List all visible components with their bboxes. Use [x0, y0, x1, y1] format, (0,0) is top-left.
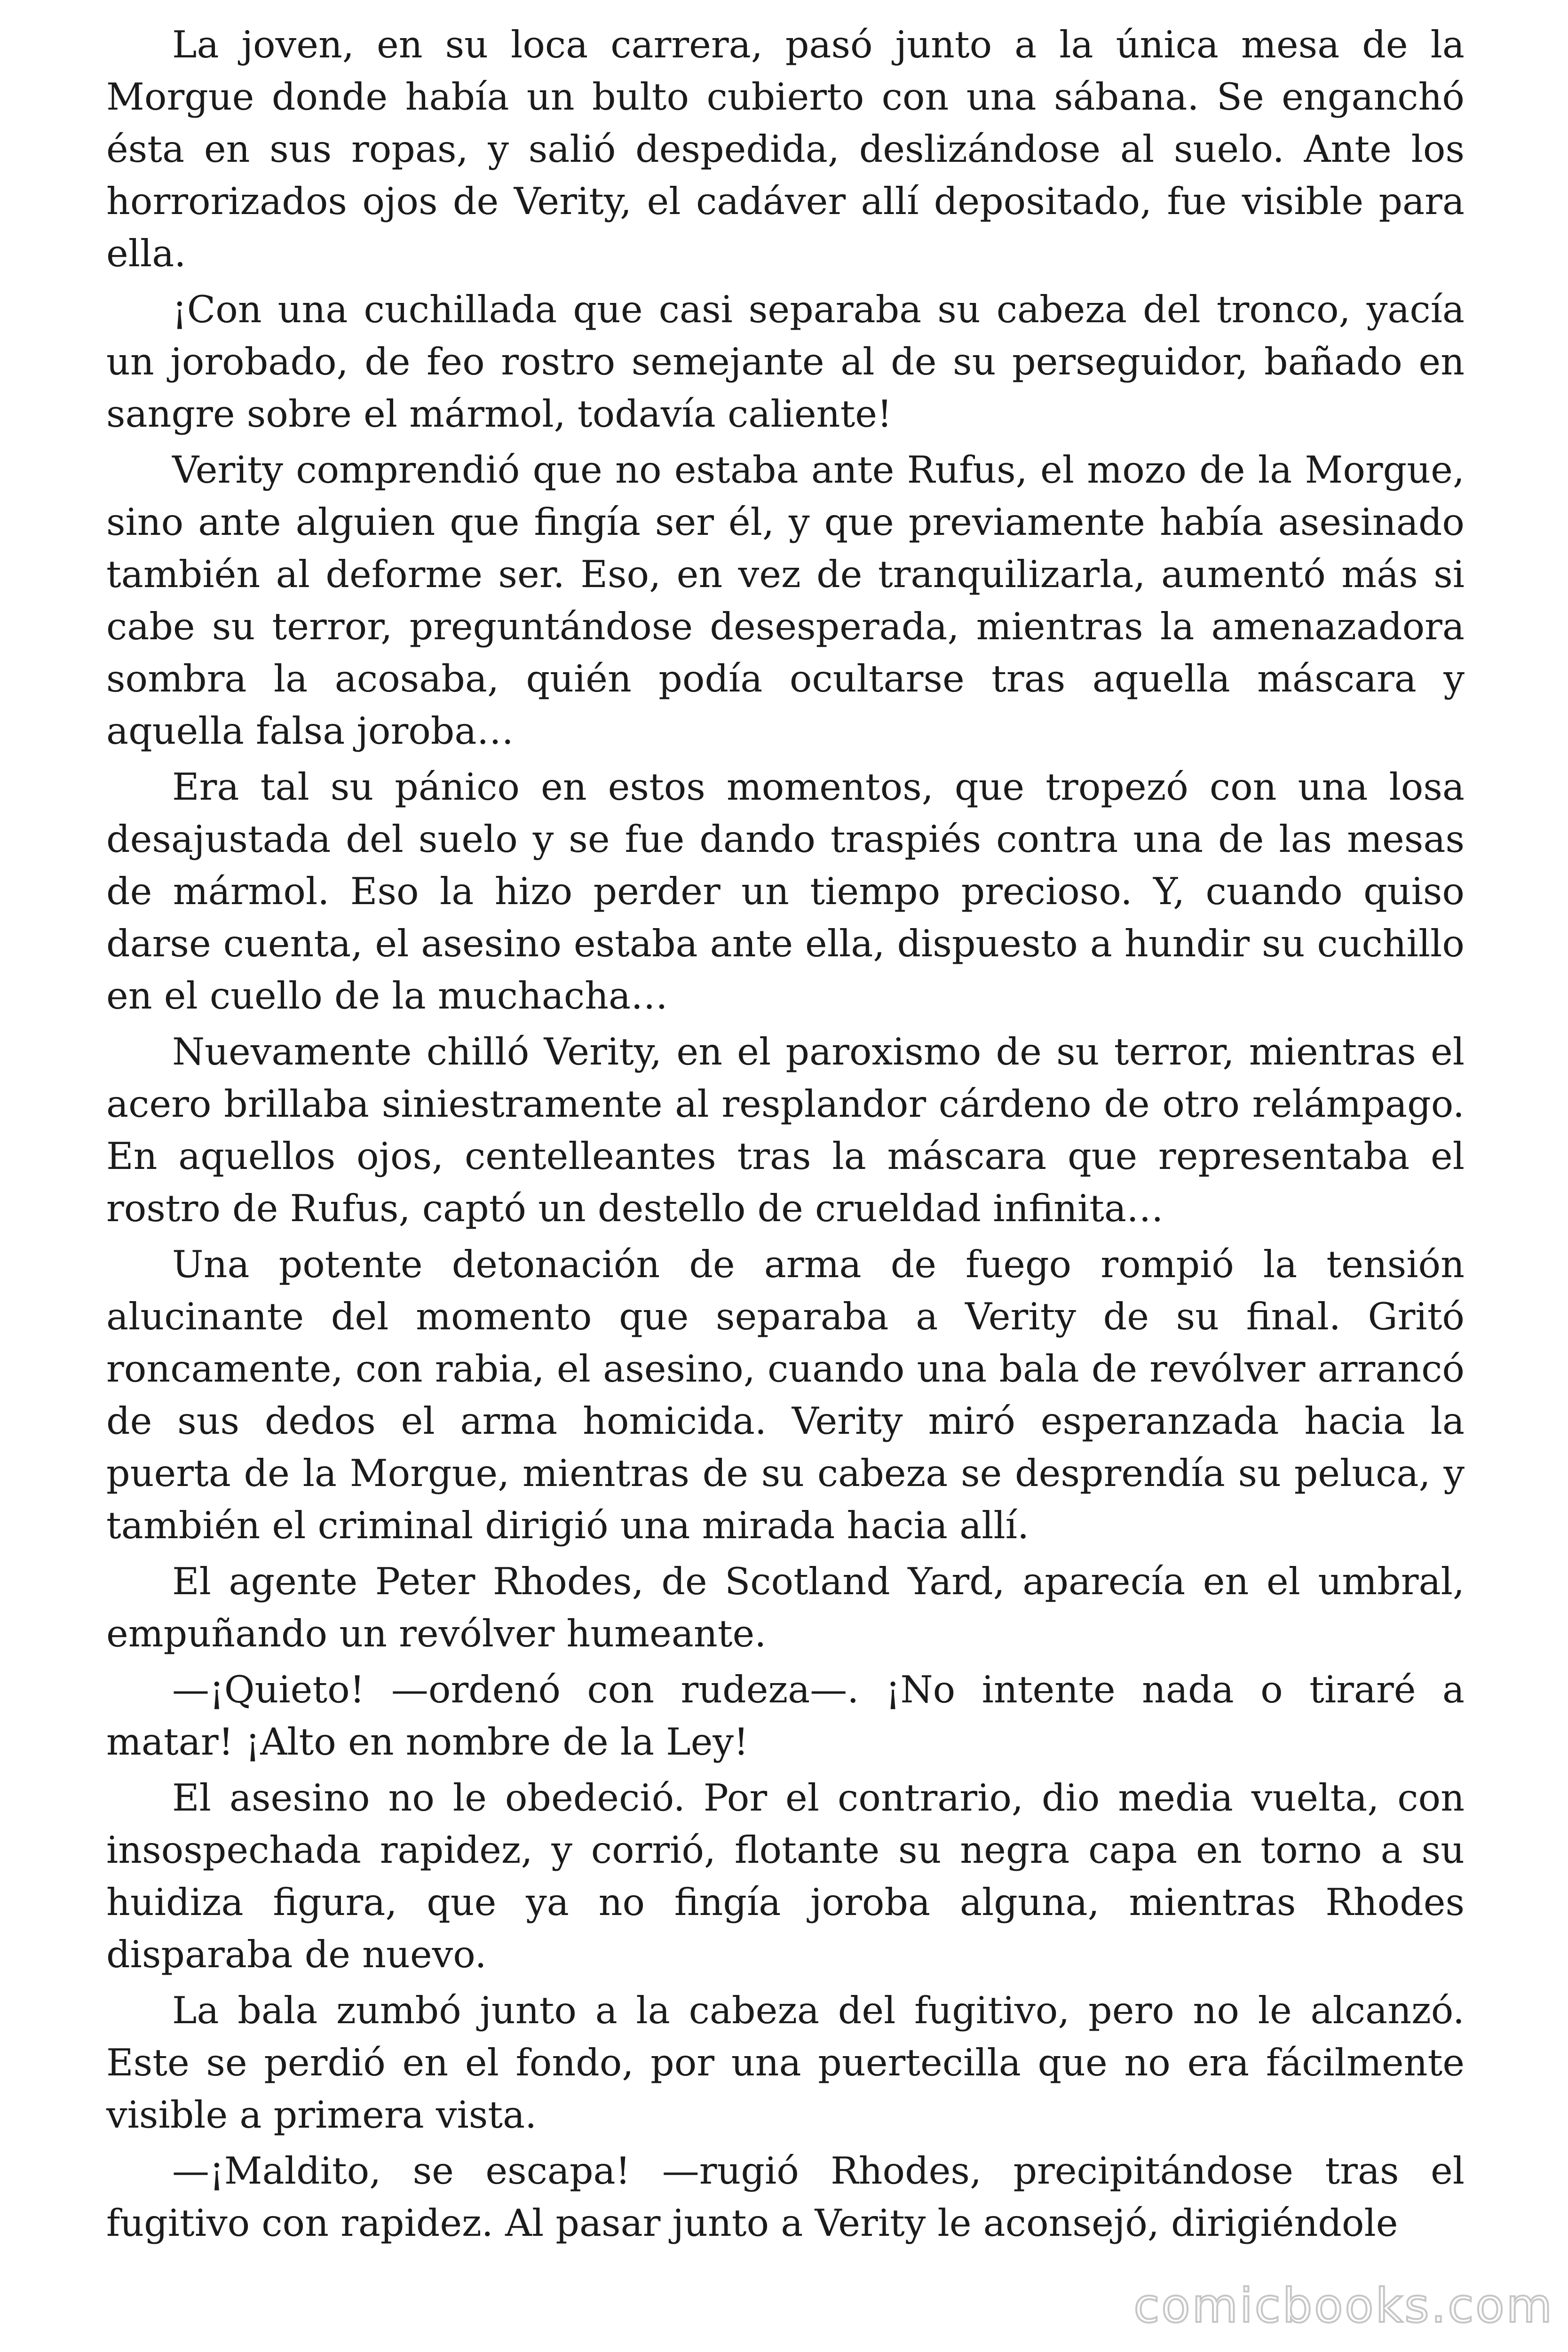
- paragraph-11: —¡Maldito, se escapa! —rugió Rhodes, precipitándose tras el fugitivo con rapidez. Al pasar junto a Verity le aconsejó, dirigiéndole: [106, 2149, 1465, 2245]
- paragraph-7: El agente Peter Rhodes, de Scotland Yard, aparecía en el umbral, empuñando un revólver humeante.: [106, 1560, 1465, 1655]
- book-page-text: [106, 19, 1465, 2253]
- paragraph-2: ¡Con una cuchillada que casi separaba su cabeza del tronco, yacía un jorobado, de feo rostro semejante al de su perseguidor, bañado en sangre sobre el mármol, todavía caliente!: [106, 288, 1465, 436]
- paragraph-1: La joven, en su loca carrera, pasó junto a la única mesa de la Morgue donde había un bulto cubierto con una sábana. Se enganchó ésta en sus ropas, y salió despedida, deslizándose al suelo. Ante los horrorizados ojos de Verity, el cadáver allí depositado, fue visible para ella.: [106, 23, 1465, 275]
- paragraph-8: —¡Quieto! —ordenó con rudeza—. ¡No intente nada o tiraré a matar! ¡Alto en nombre de la Ley!: [106, 1668, 1465, 1764]
- paragraph-9: El asesino no le obedeció. Por el contrario, dio media vuelta, con insospechada rapidez, y corrió, flotante su negra capa en torno a su huidiza figura, que ya no fingía joroba alguna, mientras Rhodes disparaba de nuevo.: [106, 1776, 1465, 1976]
- paragraph-10: La bala zumbó junto a la cabeza del fugitivo, pero no le alcanzó. Este se perdió en el fondo, por una puertecilla que no era fácilmente visible a primera vista.: [106, 1989, 1465, 2137]
- paragraph-6: Una potente detonación de arma de fuego rompió la tensión alucinante del momento que separaba a Verity de su final. Gritó roncamente, con rabia, el asesino, cuando una bala de revólver arrancó de sus dedos el arma homicida. Verity miró esperanzada hacia la puerta de la Morgue, mientras de su cabeza se desprendía su peluca, y también el criminal dirigió una mirada hacia allí.: [106, 1243, 1465, 1547]
- paragraph-5: Nuevamente chilló Verity, en el paroxismo de su terror, mientras el acero brillaba siniestramente al resplandor cárdeno de otro relámpago. En aquellos ojos, centelleantes tras la máscara que representaba el rostro de Rufus, captó un destello de crueldad infinita…: [106, 1030, 1465, 1230]
- watermark-logo: comicbooks.com: [1133, 2278, 1554, 2333]
- paragraph-4: Era tal su pánico en estos momentos, que tropezó con una losa desajustada del suelo y se fue dando traspiés contra una de las mesas de mármol. Eso la hizo perder un tiempo precioso. Y, cuando quiso darse cuenta, el asesino estaba ante ella, dispuesto a hundir su cuchillo en el cuello de la muchacha…: [106, 765, 1465, 1017]
- paragraph-3: Verity comprendió que no estaba ante Rufus, el mozo de la Morgue, sino ante alguien que fingía ser él, y que previamente había asesinado también al deforme ser. Eso, en vez de tranquilizarla, aumentó más si cabe su terror, preguntándose desesperada, mientras la amenazadora sombra la acosaba, quién podía ocultarse tras aquella máscara y aquella falsa joroba…: [106, 448, 1465, 753]
